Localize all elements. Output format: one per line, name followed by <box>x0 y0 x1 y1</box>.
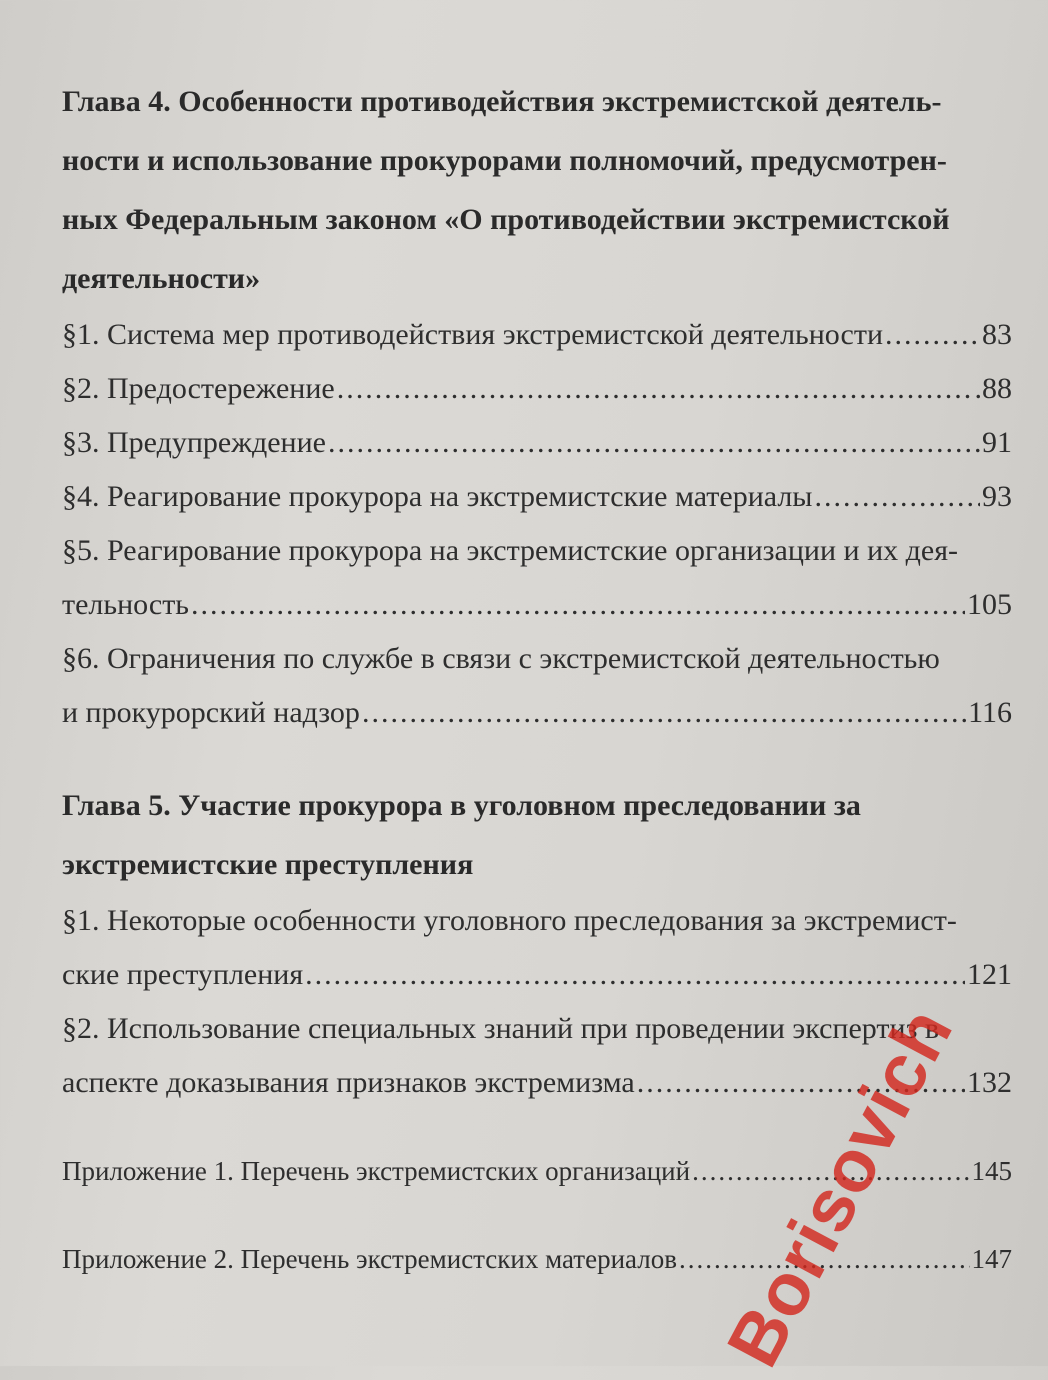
toc-entry-text: §6. Ограничения по службе в связи с экстремистской деятельностью <box>62 642 940 675</box>
page-number: 116 <box>968 696 1012 729</box>
chapter-4-heading-line: Глава 4. Особенности противодействия экстремистской деятель- <box>62 85 942 118</box>
page-number: 91 <box>982 426 1012 459</box>
toc-entry-text: §2. Предостережение <box>62 372 335 405</box>
chapter-4-heading <box>62 72 1012 308</box>
dot-leader <box>337 362 973 416</box>
page-number: 121 <box>967 958 1012 991</box>
toc-entry-text: §1. Некоторые особенности уголовного преследования за экстремист- <box>62 904 957 937</box>
toc-entry-text: аспекте доказывания признаков экстремизма <box>62 1066 635 1099</box>
chapter-5-heading <box>62 776 1012 894</box>
page-number: 145 <box>971 1156 1012 1186</box>
toc-entry-text: §5. Реагирование прокурора на экстремистские организации и их дея- <box>62 534 958 567</box>
dot-leader <box>328 416 980 470</box>
toc-entry-4-1 <box>62 308 1012 362</box>
page-number: 93 <box>982 480 1012 513</box>
page-number: 147 <box>971 1244 1012 1274</box>
dot-leader <box>679 1232 970 1286</box>
toc-annex-2 <box>62 1232 1012 1286</box>
toc-entry-text: тельность <box>62 588 189 621</box>
dot-leader <box>362 686 966 740</box>
toc-entry-text: ские преступления <box>62 958 304 991</box>
toc-entry-text: Приложение 2. Перечень экстремистских материалов <box>62 1244 677 1274</box>
toc-entry-text: §1. Система мер противодействия экстремистской деятельности <box>62 318 884 351</box>
dot-leader <box>305 948 965 1002</box>
toc-entry-5-2 <box>62 1002 1012 1110</box>
toc-entry-text: §4. Реагирование прокурора на экстремистские материалы <box>62 480 813 513</box>
dot-leader <box>692 1144 969 1198</box>
table-of-contents <box>62 72 1012 1286</box>
toc-entry-4-5 <box>62 524 1012 632</box>
page-number: 132 <box>967 1066 1012 1099</box>
dot-leader <box>191 578 965 632</box>
page-number: 105 <box>967 588 1012 621</box>
toc-entry-text: §3. Предупреждение <box>62 426 326 459</box>
chapter-4-heading-line: ности и использование прокурорами полномочий, предусмотрен- <box>62 144 947 177</box>
dot-leader <box>637 1056 965 1110</box>
toc-entry-4-3 <box>62 416 1012 470</box>
dot-leader <box>814 470 980 524</box>
page-number: 83 <box>982 318 1012 351</box>
dot-leader <box>885 308 980 362</box>
chapter-5-heading-line: экстремистские преступления <box>62 848 474 881</box>
toc-entry-text: и прокурорский надзор <box>62 696 360 729</box>
watermark-text: Borisovich <box>710 993 969 1380</box>
toc-entry-text: Приложение 1. Перечень экстремистских организаций <box>62 1156 691 1186</box>
toc-entry-4-6 <box>62 632 1012 740</box>
page-number: .88 <box>974 372 1012 405</box>
chapter-5-heading-line: Глава 5. Участие прокурора в уголовном преследовании за <box>62 789 861 822</box>
toc-annex-1 <box>62 1144 1012 1198</box>
toc-entry-5-1 <box>62 894 1012 1002</box>
toc-entry-4-4 <box>62 470 1012 524</box>
toc-entry-text: §2. Использование специальных знаний при проведении экспертиз в <box>62 1012 940 1045</box>
chapter-4-heading-line: ных Федеральным законом «О противодействии экстремистской <box>62 203 950 236</box>
toc-entry-4-2 <box>62 362 1012 416</box>
chapter-4-heading-line: деятельности» <box>62 262 261 295</box>
